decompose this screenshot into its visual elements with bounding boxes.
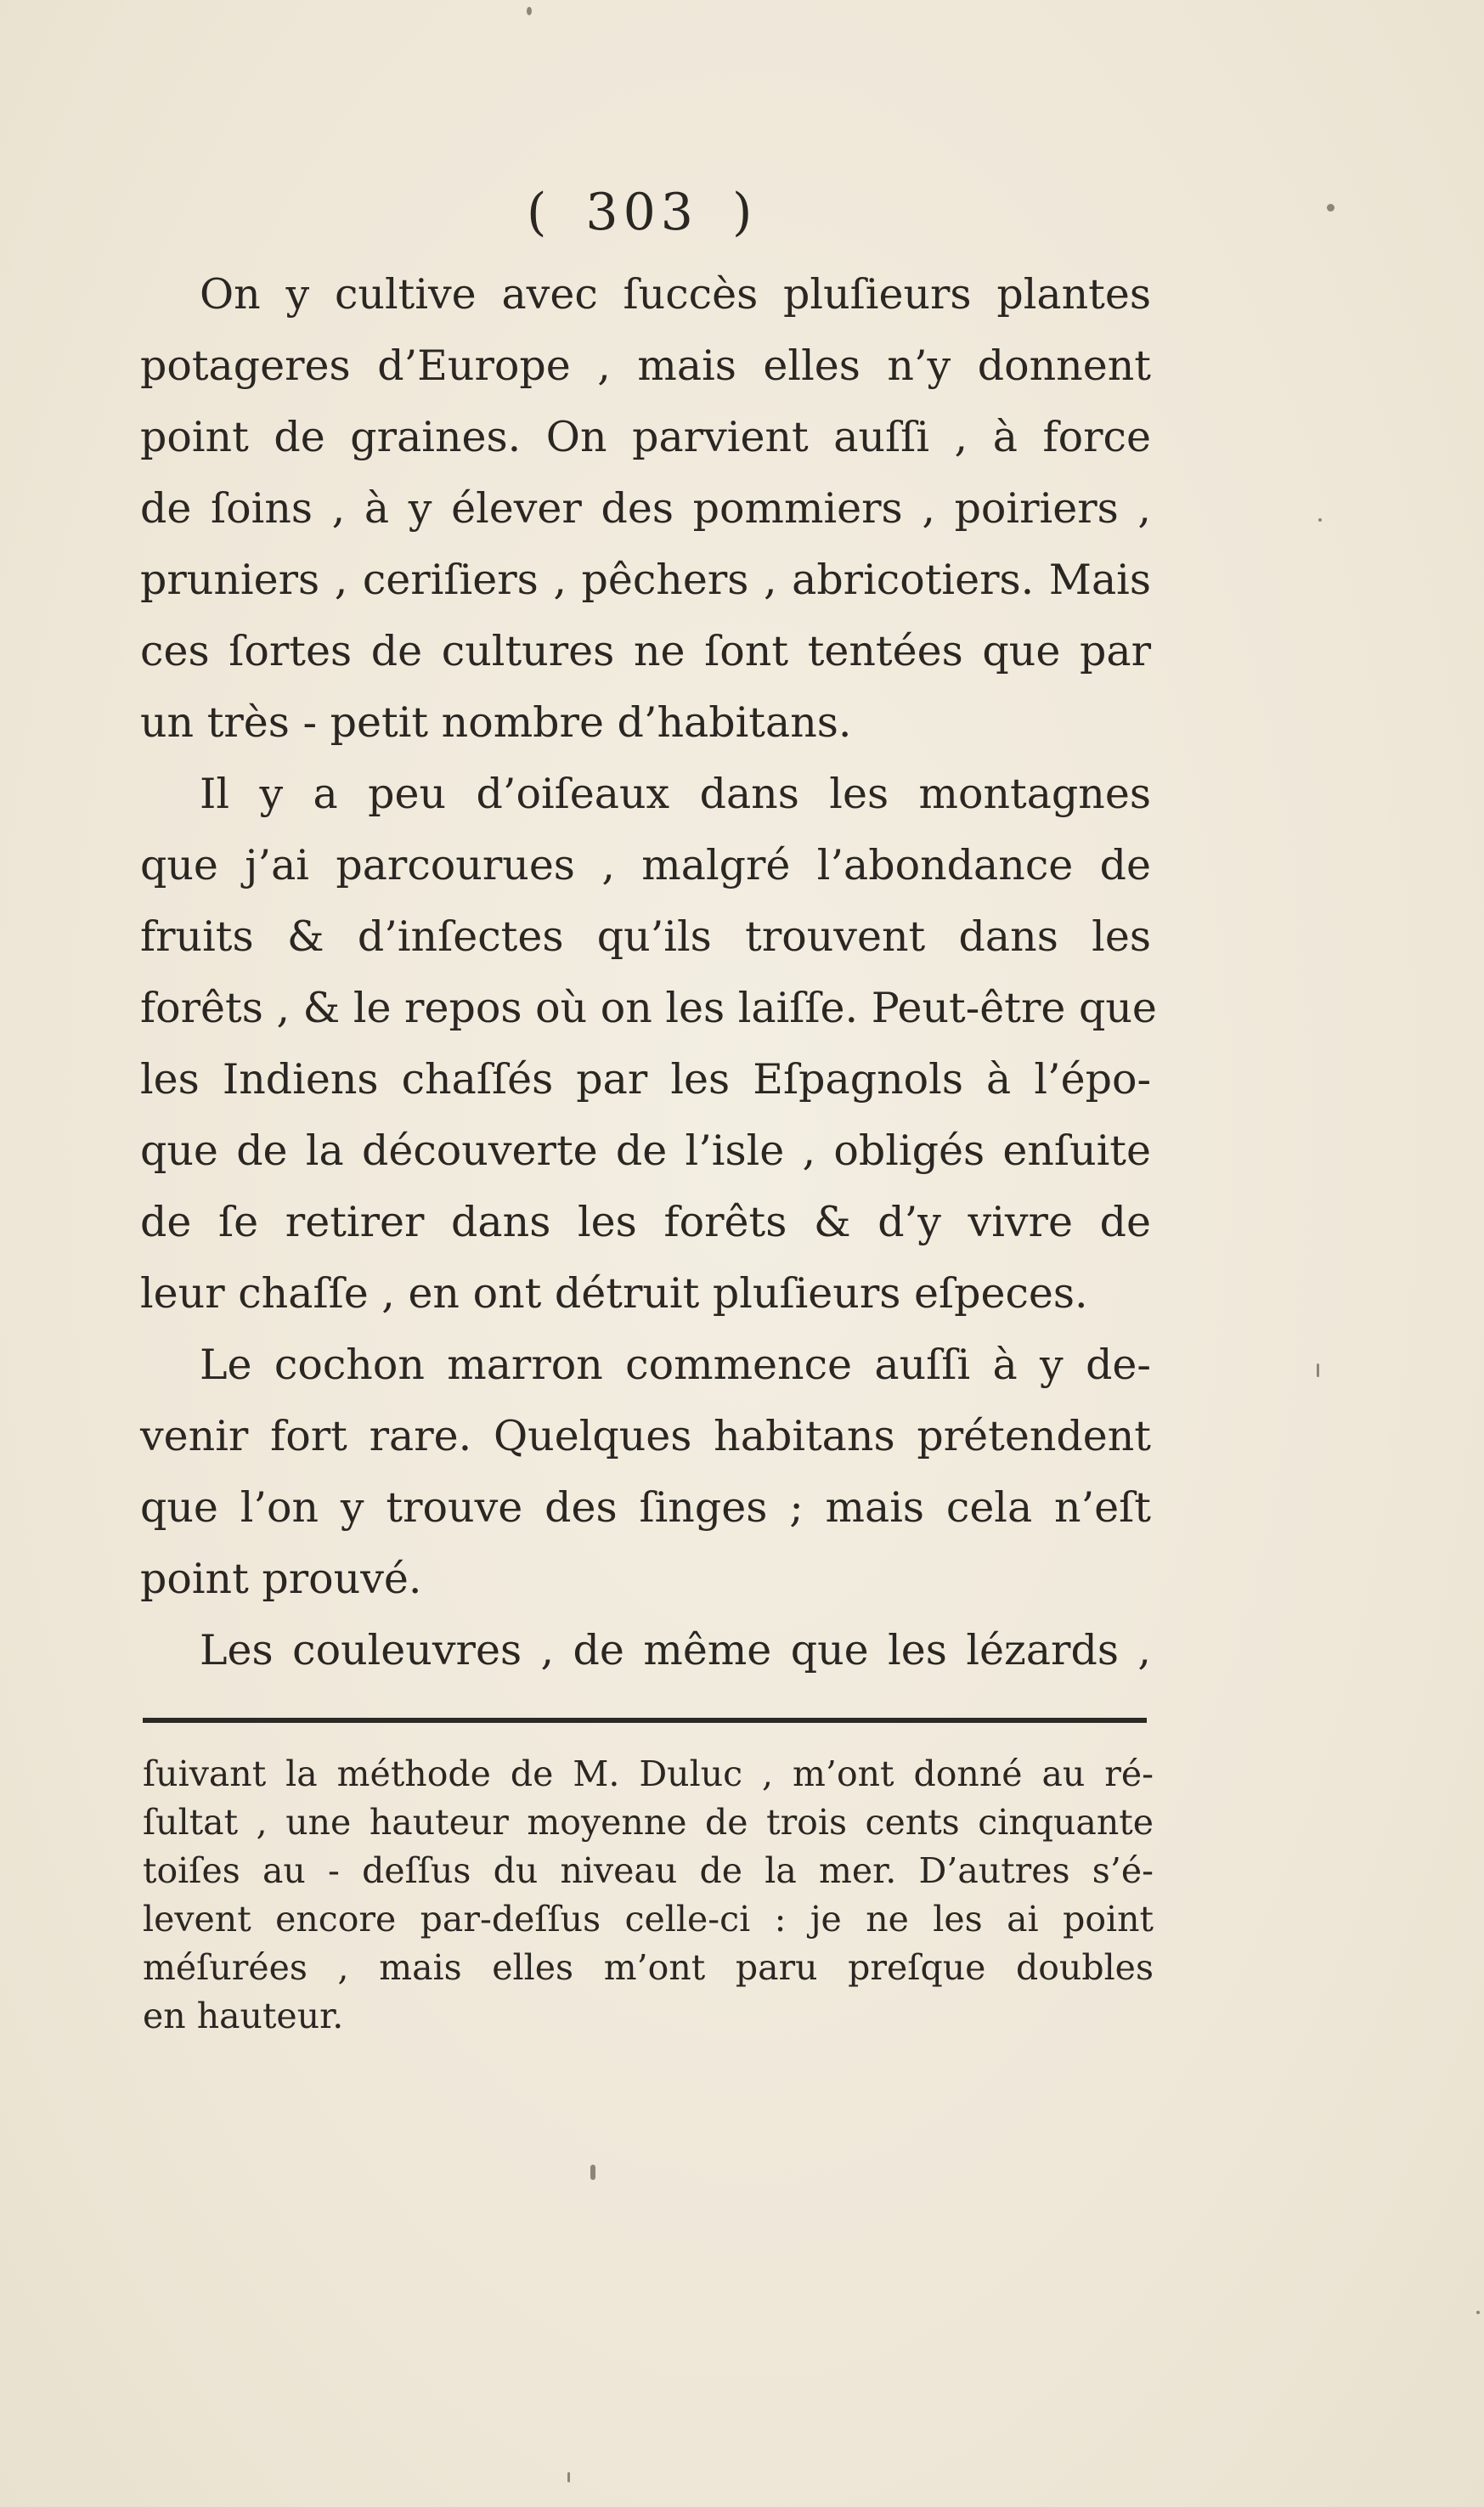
header-close-paren: ) — [731, 183, 758, 242]
paper-speck — [567, 2472, 570, 2482]
text-line: point prouvé. — [140, 1555, 422, 1603]
footnote-divider — [143, 1718, 1147, 1723]
text-line: Les couleuvres , de même que les lézards , — [200, 1626, 1151, 1674]
text-line: forêts , & le repos où on les laiſſe. Peut-être que — [140, 984, 1157, 1032]
footnote-line: ſuivant la méthode de M. Duluc , m’ont donné au ré- — [143, 1753, 1154, 1794]
footnote-line: toiſes au - deſſus du niveau de la mer. D’autres s’é- — [143, 1850, 1154, 1891]
text-line: pruniers , ceriſiers , pêchers , abricotiers. Mais — [140, 556, 1151, 604]
text-line: point de graines. On parvient auſſi , à force — [140, 413, 1151, 461]
footnote-line: ſultat , une hauteur moyenne de trois cents cinquante — [143, 1802, 1154, 1843]
main-text — [140, 259, 1157, 1686]
paper-speck — [1476, 2311, 1480, 2314]
text-line: que de la découverte de l’isle , obligés enſuite — [140, 1126, 1151, 1175]
text-line: potageres d’Europe , mais elles n’y donnent — [140, 342, 1151, 390]
text-line: ces ſortes de cultures ne ſont tentées que par — [140, 627, 1151, 675]
text-line: de ſe retirer dans les forêts & d’y vivre de — [140, 1198, 1151, 1246]
text-line: leur chaſſe , en ont détruit pluſieurs eſpeces. — [140, 1269, 1088, 1318]
footnote-line: en hauteur. — [143, 1996, 344, 2036]
text-line: les Indiens chaſſés par les Eſpagnols à l’épo- — [140, 1055, 1151, 1104]
text-line: On y cultive avec ſuccès pluſieurs plantes — [200, 270, 1151, 319]
text-line: que j’ai parcourues , malgré l’abondance de — [140, 841, 1151, 889]
paper-speck — [590, 2165, 595, 2180]
footnote-line: levent encore par-deſſus celle-ci : je ne les ai point — [143, 1899, 1154, 1940]
text-line: de ſoins , à y élever des pommiers , poiriers , — [140, 484, 1151, 533]
footnote — [143, 1750, 1154, 2041]
paper-speck — [1327, 204, 1334, 212]
text-line: que l’on y trouve des ſinges ; mais cela n’eſt — [140, 1483, 1151, 1532]
paper-speck — [527, 7, 532, 15]
paper-speck — [1317, 1364, 1319, 1377]
text-line: un très - petit nombre d’habitans. — [140, 698, 852, 747]
text-line: Il y a peu d’oiſeaux dans les montagnes — [200, 770, 1151, 818]
page-header — [527, 183, 781, 242]
footnote-line: méſurées , mais elles m’ont paru preſque doubles — [143, 1947, 1154, 1988]
paper-speck — [1318, 518, 1322, 522]
header-open-paren: ( — [527, 183, 552, 242]
text-line: fruits & d’inſectes qu’ils trouvent dans les — [140, 912, 1151, 961]
page-number: 303 — [585, 183, 698, 242]
text-line: Le cochon marron commence auſſi à y de- — [200, 1341, 1151, 1389]
text-line: venir fort rare. Quelques habitans prétendent — [140, 1412, 1151, 1460]
